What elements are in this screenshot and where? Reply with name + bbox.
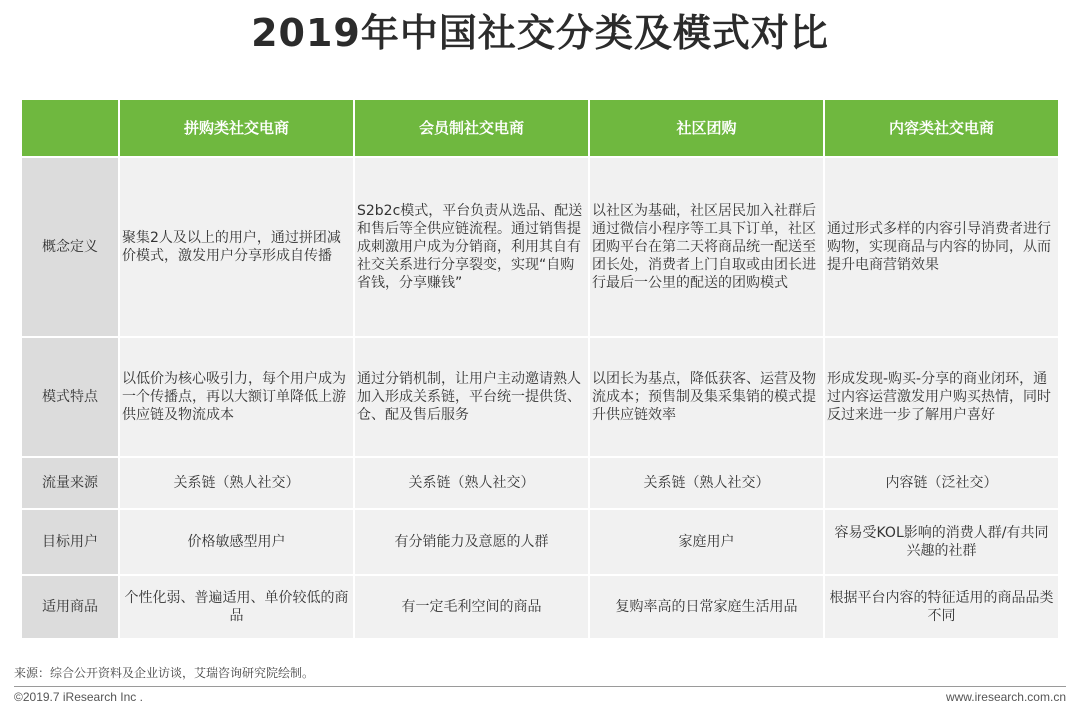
header-corner-cell	[22, 100, 120, 158]
table-row-target	[22, 510, 1060, 576]
table-cell: 通过分销机制，让用户主动邀请熟人加入形成关系链，平台统一提供货、仓、配及售后服务	[355, 338, 590, 458]
page-title: 2019年中国社交分类及模式对比	[251, 11, 829, 55]
row-label-traffic: 流量来源	[22, 458, 120, 510]
column-header-content: 内容类社交电商	[825, 100, 1060, 158]
table-header-row	[22, 100, 1060, 158]
table-row-traffic	[22, 458, 1060, 510]
table-cell: 复购率高的日常家庭生活用品	[590, 576, 825, 640]
row-label-goods: 适用商品	[22, 576, 120, 640]
footer-divider	[14, 686, 1066, 687]
source-note: 来源：综合公开资料及企业访谈，艾瑞咨询研究院绘制。	[14, 666, 315, 680]
table-cell: 个性化弱、普遍适用、单价较低的商品	[120, 576, 355, 640]
column-header-membership: 会员制社交电商	[355, 100, 590, 158]
row-label-concept: 概念定义	[22, 158, 120, 338]
row-label-target: 目标用户	[22, 510, 120, 576]
table-cell: 聚集2人及以上的用户，通过拼团减价模式，激发用户分享形成自传播	[120, 158, 355, 338]
table-cell: 关系链（熟人社交）	[590, 458, 825, 510]
table-cell: 关系链（熟人社交）	[120, 458, 355, 510]
table-cell: 形成发现-购买-分享的商业闭环，通过内容运营激发用户购买热情，同时反过来进一步了解用户喜好	[825, 338, 1060, 458]
copyright-text: ©2019.7 iResearch Inc .	[14, 690, 143, 704]
table-row-mode	[22, 338, 1060, 458]
table-cell: 价格敏感型用户	[120, 510, 355, 576]
table-cell: 内容链（泛社交）	[825, 458, 1060, 510]
table-cell: 关系链（熟人社交）	[355, 458, 590, 510]
comparison-table	[22, 100, 1060, 640]
table-cell: 家庭用户	[590, 510, 825, 576]
table-cell: 以社区为基础，社区居民加入社群后通过微信小程序等工具下订单，社区团购平台在第二天将商品统一配送至团长处，消费者上门自取或由团长进行最后一公里的配送的团购模式	[590, 158, 825, 338]
table-cell: 有一定毛利空间的商品	[355, 576, 590, 640]
column-header-pinduo: 拼购类社交电商	[120, 100, 355, 158]
table-cell: 通过形式多样的内容引导消费者进行购物，实现商品与内容的协同，从而提升电商营销效果	[825, 158, 1060, 338]
table-cell: 有分销能力及意愿的人群	[355, 510, 590, 576]
table-cell: 根据平台内容的特征适用的商品品类不同	[825, 576, 1060, 640]
table-cell: 以低价为核心吸引力，每个用户成为一个传播点，再以大额订单降低上游供应链及物流成本	[120, 338, 355, 458]
table-row-goods	[22, 576, 1060, 640]
website-link[interactable]: www.iresearch.com.cn	[945, 690, 1066, 704]
table-cell: 以团长为基点，降低获客、运营及物流成本；预售制及集采集销的模式提升供应链效率	[590, 338, 825, 458]
table-cell: 容易受KOL影响的消费人群/有共同兴趣的社群	[825, 510, 1060, 576]
table-cell: S2b2c模式，平台负责从选品、配送和售后等全供应链流程。通过销售提成刺激用户成为分销商，利用其自有社交关系进行分享裂变，实现“自购省钱，分享赚钱”	[355, 158, 590, 338]
table-row-concept	[22, 158, 1060, 338]
row-label-mode: 模式特点	[22, 338, 120, 458]
column-header-community: 社区团购	[590, 100, 825, 158]
